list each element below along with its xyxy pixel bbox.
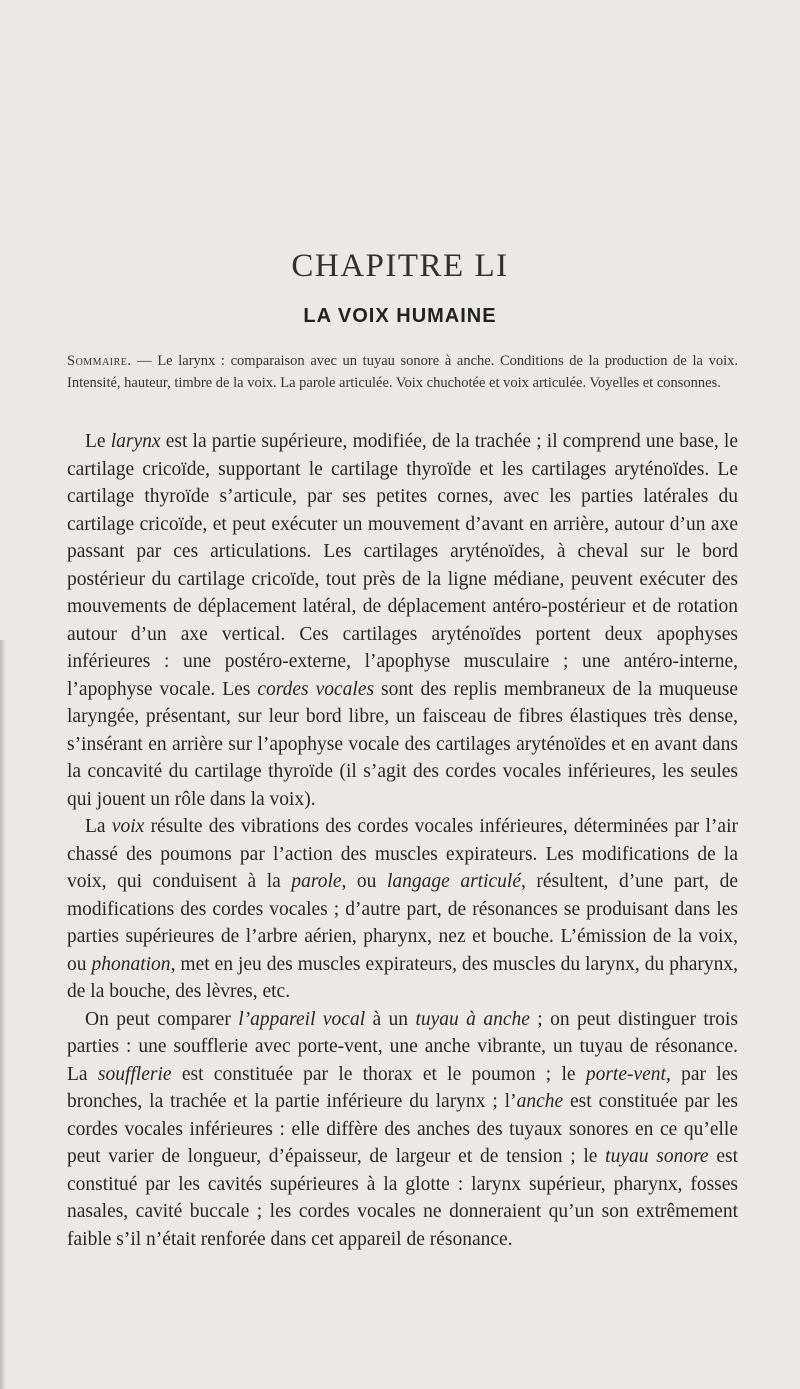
- text-run: est constituée par le thorax et le poumon ; le: [171, 1063, 586, 1085]
- italic-term: anche: [516, 1091, 564, 1112]
- text-run: est constitué par les cavités supérieures à la glotte : larynx supérieur, pharynx, fosses nasales, cavité buccale ; les cordes vocales ne donneraient qu’un son extrêmement faible s’il n’était renforée dans cet appareil de résonance.: [67, 1146, 738, 1250]
- italic-term: cordes vocales: [257, 678, 375, 700]
- italic-term: langage articulé: [386, 871, 521, 892]
- text-run: , met en jeu des muscles expirateurs, des muscles du larynx, du pharynx, de la bouche, des lèvres, etc.: [67, 953, 739, 1002]
- paragraph-larynx: [67, 428, 738, 813]
- chapter-title: CHAPITRE LI: [291, 248, 509, 284]
- italic-term: porte-vent: [585, 1063, 666, 1085]
- chapter-summary: [67, 350, 738, 394]
- italic-term: l’appareil vocal: [238, 1008, 366, 1030]
- text-run: , par les bronches, la trachée et la partie inférieure du larynx ; l’: [67, 1063, 739, 1112]
- italic-term: larynx: [110, 431, 161, 452]
- page-edge-shadow: [0, 640, 6, 1389]
- text-run: , ou: [341, 871, 387, 892]
- body-text: [67, 428, 738, 1253]
- paragraph-appareil-vocal: [67, 1006, 738, 1254]
- paragraph-voix: [67, 813, 738, 1006]
- summary-text: — Le larynx : comparaison avec un tuyau sonore à anche. Conditions de la production de la voix. Intensité, hauteur, timbre de la voix. La parole articulée. Voix chuchotée et voix articulée. Voyelles et consonnes.: [67, 353, 738, 391]
- italic-term: tuyau sonore: [605, 1146, 709, 1167]
- text-run: à un: [365, 1008, 416, 1030]
- text-run: est constituée par les cordes vocales inférieures : elle diffère des anches des tuyaux sonores en ce qu’elle peut varier de longueur, d’épaisseur, de largeur et de tension ; le: [67, 1091, 738, 1167]
- text-run: On peut comparer: [85, 1008, 239, 1030]
- italic-term: parole: [291, 871, 342, 892]
- text-run: sont des replis membraneux de la muqueuse laryngée, présentant, sur leur bord libre, un faisceau de fibres élastiques très dense, s’insérant en arrière sur l’apophyse vocale des cartilages aryténoïdes et en avant dans la concavité du cartilage thyroïde (il s’agit des cordes vocales inférieures, les seules qui jouent un rôle dans la voix).: [67, 678, 738, 810]
- summary-label: Sommaire.: [67, 353, 132, 369]
- text-run: est la partie supérieure, modifiée, de la trachée ; il comprend une base, le cartilage cricoïde, supportant le cartilage thyroïde et les cartilages aryténoïdes. Le cartilage thyroïde s’articule, par ses petites cornes, avec les parties latérales du cartilage cricoïde, et peut exécuter un mouvement d’avant en arrière, autour d’un axe passant par ces articulations. Les cartilages aryténoïdes, à cheval sur le bord postérieur du cartilage cricoïde, tout près de la ligne médiane, peuvent exécuter des mouvements de déplacement latéral, de déplacement antéro-postérieur et de rotation autour d’un axe vertical. Ces cartilages aryténoïdes portent deux apophyses inférieures : une postéro-externe, l’apophyse musculaire ; une antéro-interne, l’apophyse vocale. Les: [67, 431, 738, 700]
- italic-term: voix: [111, 816, 145, 837]
- italic-term: tuyau à anche: [415, 1008, 530, 1030]
- text-run: , résultent, d’une part, de modifications des cordes vocales ; d’autre part, de résonances se produisant dans les parties supérieures de l’arbre aérien, pharynx, nez et bouche. L’émission de la voix, ou: [67, 871, 738, 975]
- text-run: Le: [85, 431, 111, 452]
- italic-term: phonation: [91, 953, 171, 975]
- text-run: La: [85, 816, 112, 837]
- text-run: ; on peut distinguer trois parties : une soufflerie avec porte-vent, une anche vibrante, un tuyau de résonance. La: [67, 1008, 738, 1085]
- text-run: résulte des vibrations des cordes vocales inférieures, déterminées par l’air chassé des poumons par l’action des muscles expirateurs. Les modifications de la voix, qui conduisent à la: [67, 816, 738, 892]
- section-title: LA VOIX HUMAINE: [303, 305, 497, 327]
- italic-term: soufflerie: [97, 1063, 172, 1085]
